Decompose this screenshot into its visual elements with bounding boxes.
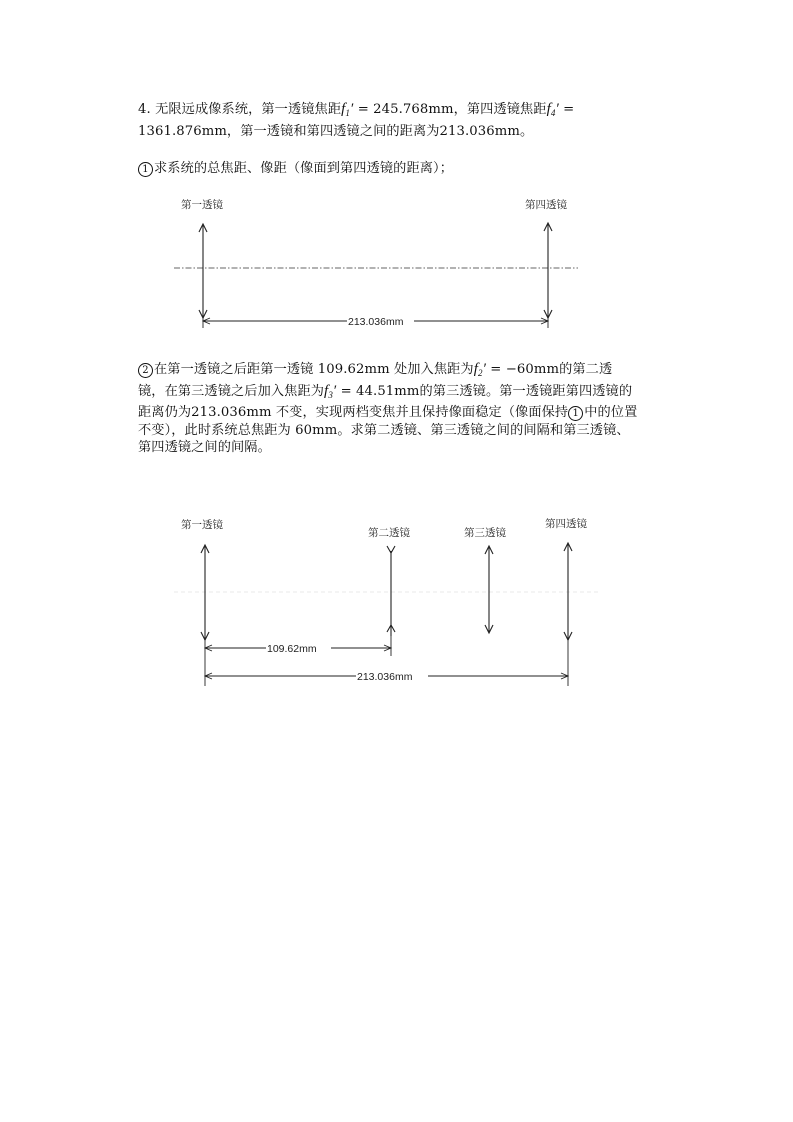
circled-number-2: 2 xyxy=(138,363,153,378)
diagram1-lens4-label: 第四透镜 xyxy=(525,199,567,211)
diagram2-lens1-label: 第一透镜 xyxy=(181,519,223,531)
intro-text-b: 第四透镜焦距 xyxy=(466,102,547,117)
intro-text-c: 第一透镜和第四透镜之间的距离为213.036mm。 xyxy=(240,123,534,139)
diagram2-lens2-label: 第二透镜 xyxy=(368,527,410,539)
f4-value: = 1361.876mm， xyxy=(138,102,575,139)
question-number: 4. xyxy=(138,102,151,117)
diagram1-distance-label: 213.036mm xyxy=(348,316,404,328)
f2-symbol: $f_2'$ xyxy=(473,361,486,378)
f1-symbol: $f_1'$ xyxy=(341,101,354,118)
diagram1-lens1-label: 第一透镜 xyxy=(181,199,223,211)
part1-text: 求系统的总焦距、像距（像面到第四透镜的距离）； xyxy=(154,161,454,176)
f3-value: = 44.51mm xyxy=(336,383,420,399)
circled-number-1: 1 xyxy=(138,162,153,177)
f2-value: = −60mm xyxy=(486,362,560,377)
diagram2-lens4-label: 第四透镜 xyxy=(545,518,587,530)
diagram2-distance-a-label: 109.62mm xyxy=(267,643,317,655)
diagram2-lens3-label: 第三透镜 xyxy=(464,527,506,539)
f4-symbol: $f_4'$ xyxy=(546,101,559,118)
f3-symbol: $f_3'$ xyxy=(324,382,337,400)
circled-number-1-inline: 1 xyxy=(568,406,583,421)
diagram2-lens4-arrow xyxy=(564,543,572,640)
part2-text-a: 在第一透镜之后距第一透镜 109.62mm 处加入焦距为 xyxy=(154,362,474,377)
f1-value: = 245.768mm， xyxy=(353,102,467,117)
diagram2-lens3-arrow xyxy=(485,546,493,633)
diagram2-distance-b-label: 213.036mm xyxy=(357,671,413,683)
diagram2-lens1-arrow xyxy=(201,545,209,640)
diagram2-lens2-arrow xyxy=(387,546,395,636)
intro-text-a: 无限远成像系统，第一透镜焦距 xyxy=(155,102,342,117)
part2-text-c: 的第三透镜。第一透镜距第四透镜的距离仍为213.036mm 不变，实现两档变焦并且保持像面稳定（像面保持 xyxy=(138,383,633,420)
part2-text-b: 的第二透镜，在第三透镜之后加入焦距为 xyxy=(138,362,613,399)
part2-text-d: 中的位置不变），此时系统总焦距为 60mm。求第二透镜、第三透镜之间的间隔和第三透镜、第四透镜之间的间隔。 xyxy=(138,405,638,455)
